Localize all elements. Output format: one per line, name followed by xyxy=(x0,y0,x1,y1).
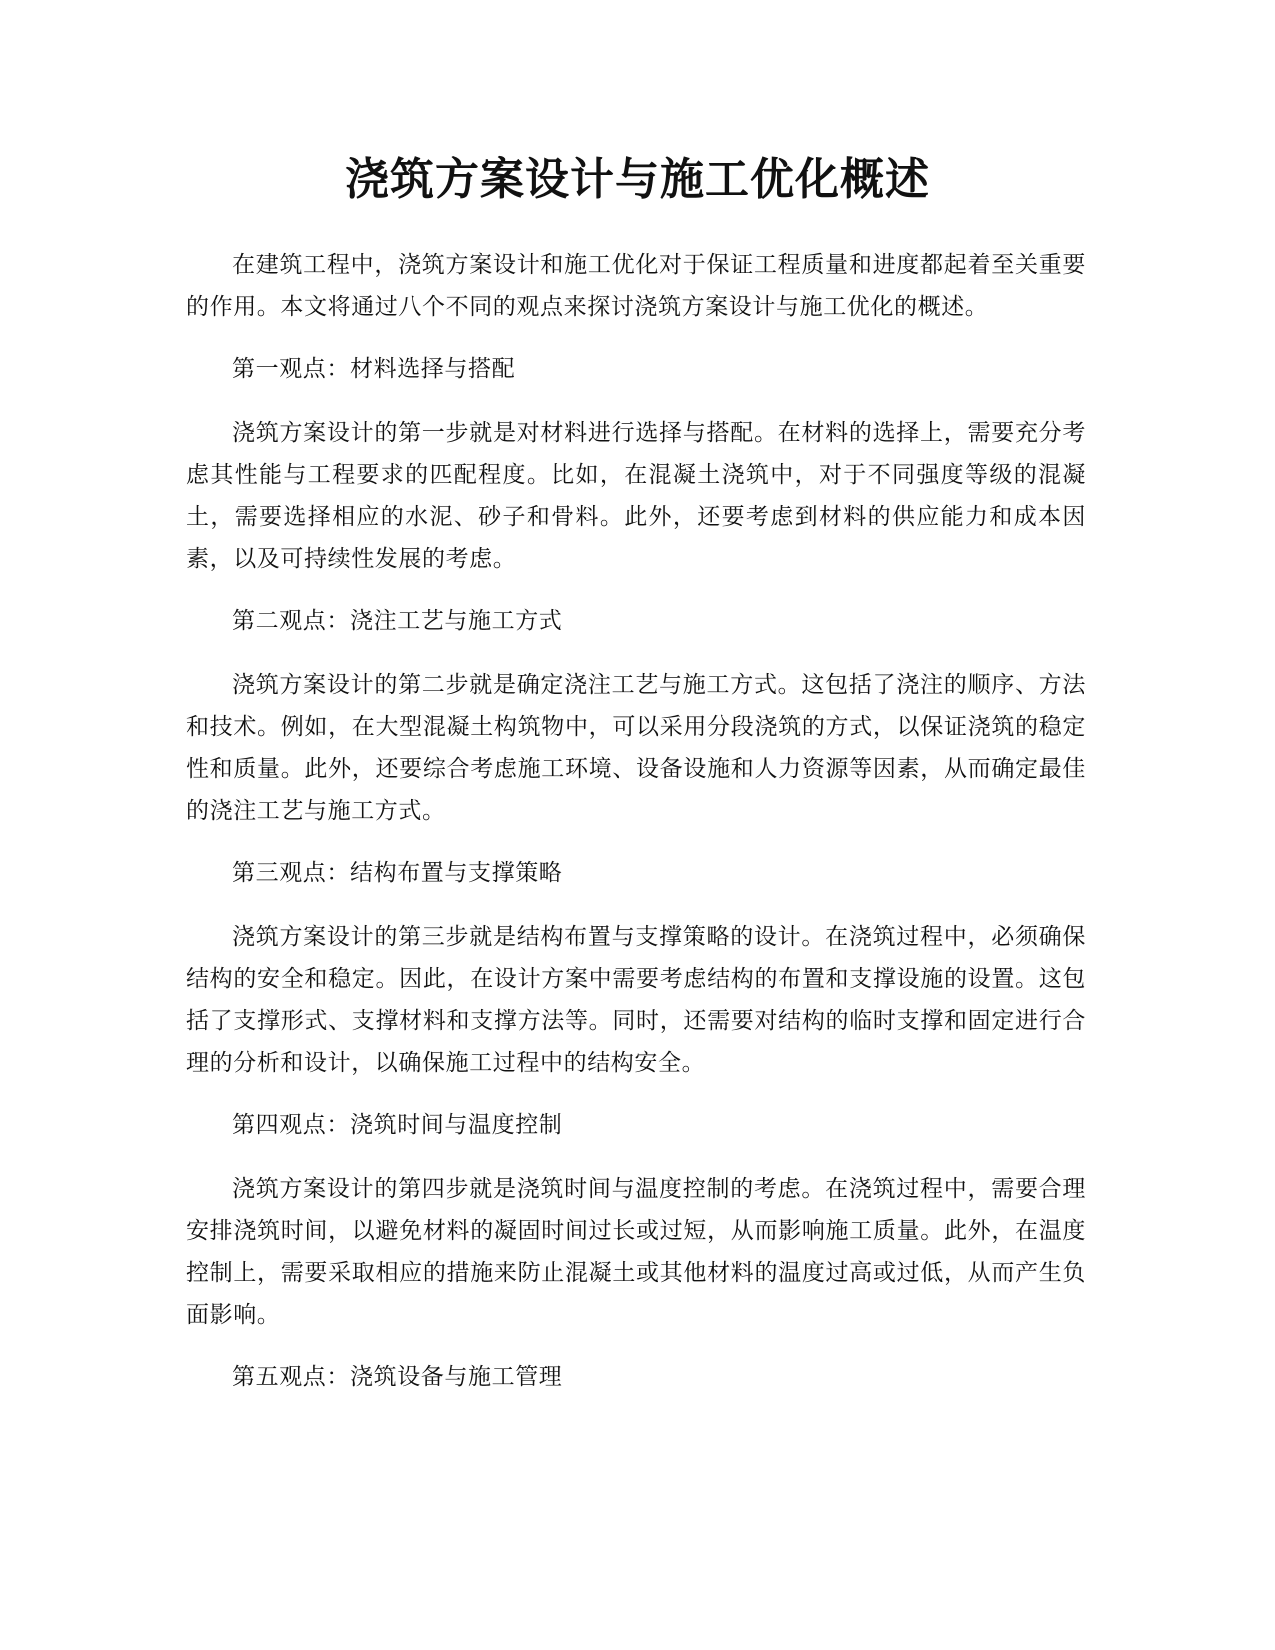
section-heading-4: 第四观点：浇筑时间与温度控制 xyxy=(232,1112,563,1138)
intro-paragraph: 在建筑工程中，浇筑方案设计和施工优化对于保证工程质量和进度都起着至关重要的作用。本文将通过八个不同的观点来探讨浇筑方案设计与施工优化的概述。 xyxy=(186,252,1086,320)
section-body-2: 浇筑方案设计的第二步就是确定浇注工艺与施工方式。这包括了浇注的顺序、方法和技术。例如，在大型混凝土构筑物中，可以采用分段浇筑的方式，以保证浇筑的稳定性和质量。此外，还要综合考虑施工环境、设备设施和人力资源等因素，从而确定最佳的浇注工艺与施工方式。 xyxy=(186,672,1086,824)
section-heading-5: 第五观点：浇筑设备与施工管理 xyxy=(232,1364,563,1390)
document-title: 浇筑方案设计与施工优化概述 xyxy=(345,154,930,205)
section-body-3: 浇筑方案设计的第三步就是结构布置与支撑策略的设计。在浇筑过程中，必须确保结构的安全和稳定。因此，在设计方案中需要考虑结构的布置和支撑设施的设置。这包括了支撑形式、支撑材料和支撑方法等。同时，还需要对结构的临时支撑和固定进行合理的分析和设计，以确保施工过程中的结构安全。 xyxy=(186,924,1086,1076)
section-heading-1: 第一观点：材料选择与搭配 xyxy=(232,356,516,382)
section-body-1: 浇筑方案设计的第一步就是对材料进行选择与搭配。在材料的选择上，需要充分考虑其性能与工程要求的匹配程度。比如，在混凝土浇筑中，对于不同强度等级的混凝土，需要选择相应的水泥、砂子和骨料。此外，还要考虑到材料的供应能力和成本因素，以及可持续性发展的考虑。 xyxy=(186,420,1086,572)
document-body xyxy=(186,244,1086,1420)
section-body-4: 浇筑方案设计的第四步就是浇筑时间与温度控制的考虑。在浇筑过程中，需要合理安排浇筑时间，以避免材料的凝固时间过长或过短，从而影响施工质量。此外，在温度控制上，需要采取相应的措施来防止混凝土或其他材料的温度过高或过低，从而产生负面影响。 xyxy=(186,1176,1086,1328)
section-heading-3: 第三观点：结构布置与支撑策略 xyxy=(232,860,563,886)
section-heading-2: 第二观点：浇注工艺与施工方式 xyxy=(232,608,563,634)
